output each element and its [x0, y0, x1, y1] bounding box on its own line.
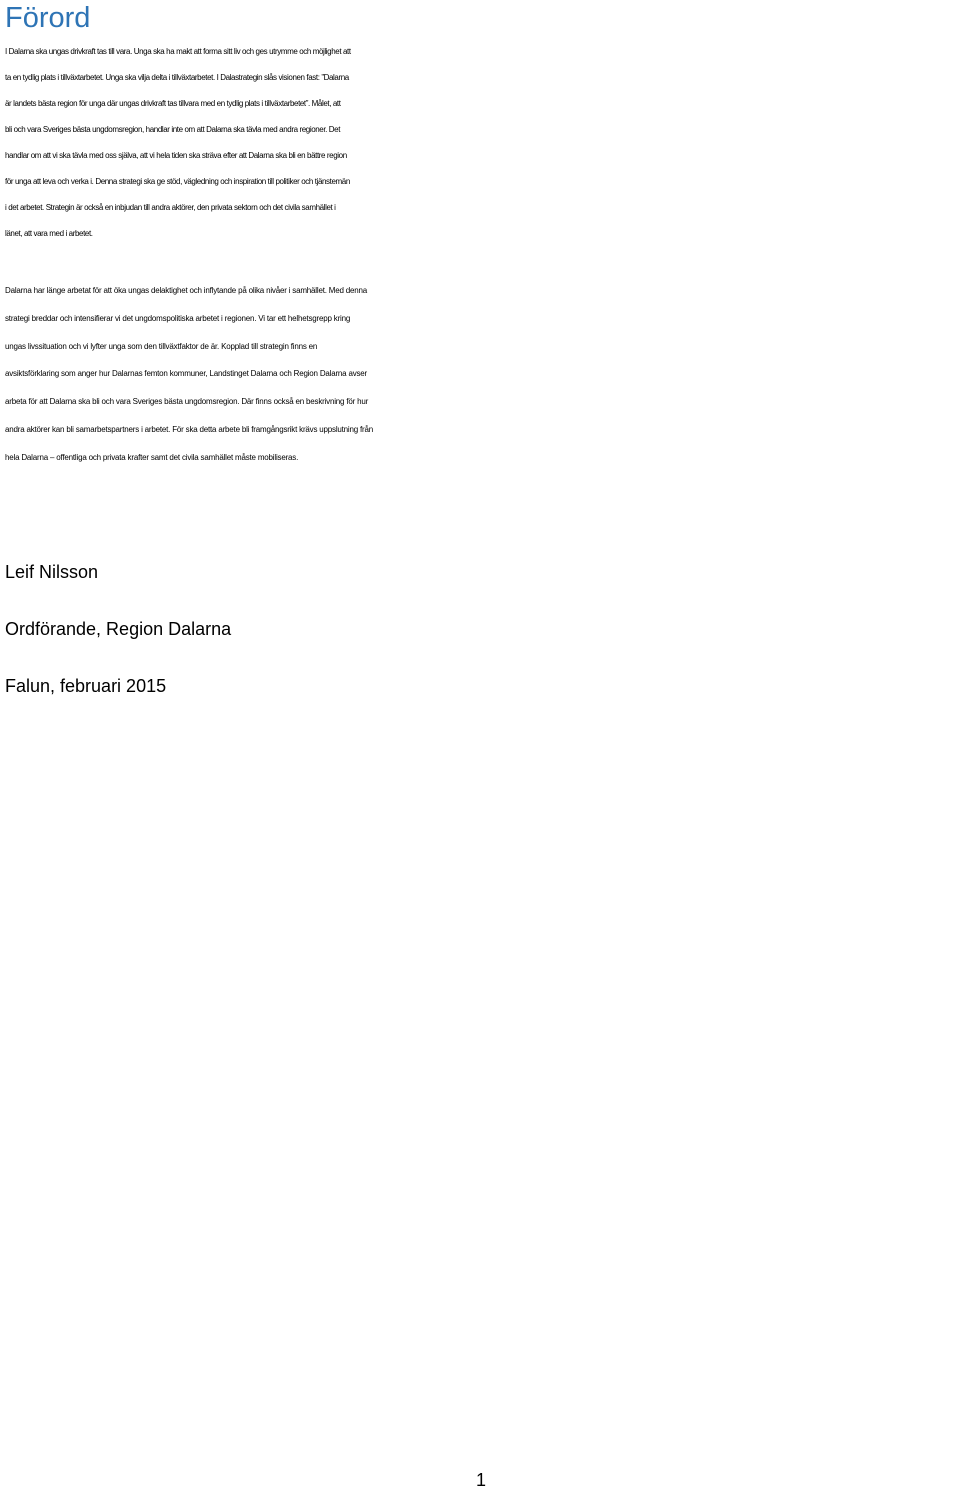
- paragraph-line: är landets bästa region för unga där ungas drivkraft tas tillvara med en tydlig plats i tillväxtarbetet”. Målet, att: [5, 99, 341, 108]
- signature-place-date: Falun, februari 2015: [5, 676, 167, 696]
- paragraph-strategy: [5, 277, 960, 472]
- signature-title: Ordförande, Region Dalarna: [5, 619, 232, 639]
- signature-name: Leif Nilsson: [5, 562, 99, 582]
- paragraph-line: handlar om att vi ska tävla med oss själva, att vi hela tiden ska sträva efter att Dalarna ska bli en bättre region: [5, 151, 347, 160]
- page-heading: Förord: [5, 2, 91, 34]
- paragraph-line: länet, att vara med i arbetet.: [5, 229, 93, 238]
- paragraph-intro: [5, 39, 960, 247]
- paragraph-line: i det arbetet. Strategin är också en inbjudan till andra aktörer, den privata sektorn och det civila samhället i: [5, 203, 336, 212]
- paragraph-line: för unga att leva och verka i. Denna strategi ska ge stöd, vägledning och inspiration till politiker och tjänstemän: [5, 177, 350, 186]
- paragraph-line: ungas livssituation och vi lyfter unga som den tillväxtfaktor de är. Kopplad till strategin finns en: [5, 341, 318, 351]
- paragraph-line: Dalarna har länge arbetat för att öka ungas delaktighet och inflytande på olika nivåer i samhället. Med denna: [5, 286, 367, 295]
- paragraph-line: bli och vara Sveriges bästa ungdomsregion, handlar inte om att Dalarna ska tävla med andra regioner. Det: [5, 125, 341, 134]
- paragraph-line: avsiktsförklaring som anger hur Dalarnas femton kommuner, Landstinget Dalarna och Region Dalarna avser: [5, 369, 368, 379]
- paragraph-line: hela Dalarna – offentliga och privata krafter samt det civila samhället måste mobiliseras.: [5, 452, 299, 462]
- paragraph-line: strategi breddar och intensifierar vi det ungdomspolitiska arbetet i regionen. Vi tar ett helhetsgrepp kring: [5, 313, 351, 323]
- page-number: 1: [476, 1470, 487, 1490]
- paragraph-line: I Dalarna ska ungas drivkraft tas till vara. Unga ska ha makt att forma sitt liv och ges utrymme och möjlighet att: [5, 47, 351, 56]
- paragraph-line: andra aktörer kan bli samarbetspartners i arbetet. För ska detta arbete bli framgångsrikt krävs uppslutning från: [5, 424, 374, 434]
- paragraph-line: arbeta för att Dalarna ska bli och vara Sveriges bästa ungdomsregion. Där finns också en beskrivning för hur: [5, 397, 369, 407]
- paragraph-line: ta en tydlig plats i tillväxtarbetet. Unga ska vilja delta i tillväxtarbetet. I Dalastrategin slås visionen fast: ”Dalarna: [5, 73, 349, 82]
